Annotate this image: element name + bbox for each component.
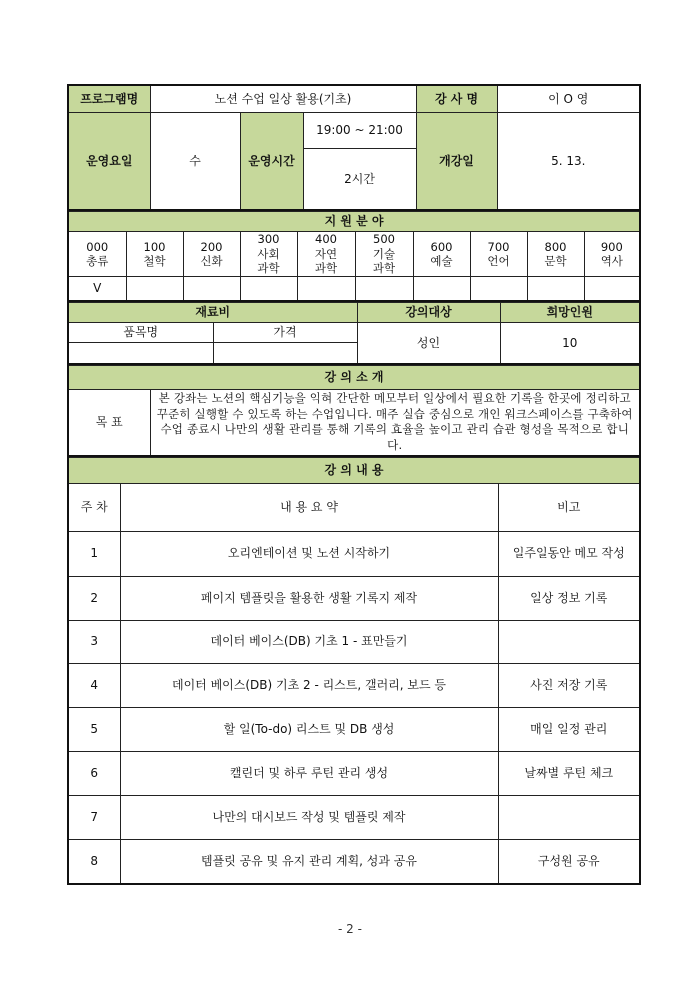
start-value: 5. 13. [497,112,640,210]
support-field-code: 900 [600,239,623,254]
instructor-value: 이 O 영 [497,85,640,112]
support-field-name: 신화 [200,254,223,268]
support-field-code: 100 [143,239,166,254]
support-field-300 [240,232,297,277]
row-note: 일상 정보 기록 [498,576,640,620]
support-field-code: 600 [430,239,453,254]
support-field-400 [297,232,355,277]
row-note: 구성원 공유 [498,839,640,884]
goal-label: 목 표 [68,390,150,456]
day-label: 운영요일 [68,112,150,210]
support-mark-cell: V [68,277,126,301]
table-row [68,663,640,707]
row-note: 매일 일정 관리 [498,707,640,751]
table-row [68,531,640,576]
row-summary: 페이지 템플릿을 활용한 생활 기록지 제작 [120,576,498,620]
row-week: 6 [68,751,120,795]
col-week-header: 주 차 [68,483,120,531]
support-mark-cell [240,277,297,301]
support-field-name: 문학 [544,254,567,268]
support-field-name: 자연 과학 [314,246,338,276]
support-field-000 [68,232,126,277]
support-field-code: 800 [544,239,567,254]
row-note: 사진 저장 기록 [498,663,640,707]
lecture-plan-form [67,84,639,885]
support-mark-cell [413,277,470,301]
support-field-name: 사회 과학 [257,246,280,276]
row-week: 5 [68,707,120,751]
row-summary: 데이터 베이스(DB) 기초 2 - 리스트, 갤러리, 보드 등 [120,663,498,707]
support-field-name: 역사 [600,254,623,268]
support-field-code: 200 [200,239,223,254]
table-row [68,576,640,620]
support-field-code: 300 [257,232,280,247]
materials-title: 재료비 [68,302,357,322]
table-row [68,795,640,839]
row-week: 3 [68,620,120,663]
support-field-900 [584,232,640,277]
row-week: 4 [68,663,120,707]
row-summary: 할 일(To-do) 리스트 및 DB 생성 [120,707,498,751]
support-field-100 [126,232,183,277]
row-week: 7 [68,795,120,839]
row-week: 2 [68,576,120,620]
col-note-header: 비고 [498,483,640,531]
time-label: 운영시간 [240,112,303,210]
support-mark-cell [183,277,240,301]
program-value: 노션 수업 일상 활용(기초) [150,85,416,112]
price-label: 가격 [213,322,357,342]
content-title: 강 의 내 용 [68,457,640,483]
row-note: 날짜별 루틴 체크 [498,751,640,795]
support-field-code: 400 [315,232,337,247]
support-mark-cell [584,277,640,301]
capacity-value: 10 [500,322,640,364]
row-week: 1 [68,531,120,576]
support-field-code: 700 [487,239,510,254]
time-range: 19:00 ~ 21:00 [303,112,416,148]
row-note [498,795,640,839]
support-table [67,211,641,302]
row-note [498,620,640,663]
intro-table [67,365,641,457]
goal-text: 본 강좌는 노션의 핵심기능을 익혀 간단한 메모부터 일상에서 필요한 기록을 한곳에 정리하고 꾸준히 실행할 수 있도록 하는 수업입니다. 매주 실습 중심으로 개인 워크스페이스를 구축하여 수업 종료시 나만의 생활 관리를 통해 기록의 효율을 높이고 관리 습관 형성을 목적으로 합니다. [150,390,640,456]
row-summary: 데이터 베이스(DB) 기초 1 - 표만들기 [120,620,498,663]
row-summary: 캘린더 및 하루 루틴 관리 생성 [120,751,498,795]
item-value [68,342,213,364]
row-summary: 템플릿 공유 및 유지 관리 계획, 성과 공유 [120,839,498,884]
page-number: - 2 - [338,922,362,936]
day-value: 수 [150,112,240,210]
price-value [213,342,357,364]
table-row [68,707,640,751]
capacity-label: 희망인원 [500,302,640,322]
intro-title: 강 의 소 개 [68,366,640,390]
support-mark-cell [355,277,413,301]
target-value: 성인 [357,322,500,364]
table-row [68,839,640,884]
support-field-name: 기술 과학 [372,246,396,276]
support-mark-row [68,277,640,301]
content-rows [68,531,640,884]
table-row [68,620,640,663]
support-mark-cell [297,277,355,301]
row-week: 8 [68,839,120,884]
materials-table [67,302,641,366]
row-summary: 오리엔테이션 및 노션 시작하기 [120,531,498,576]
item-label: 품목명 [68,322,213,342]
support-field-name: 예술 [430,254,453,268]
start-label: 개강일 [416,112,497,210]
row-summary: 나만의 대시보드 작성 및 템플릿 제작 [120,795,498,839]
support-mark-cell [527,277,584,301]
support-mark-cell [126,277,183,301]
row-note: 일주일동안 메모 작성 [498,531,640,576]
support-field-600 [413,232,470,277]
support-field-code: 000 [86,239,109,254]
program-label: 프로그램명 [68,85,150,112]
support-mark-cell [470,277,527,301]
support-field-200 [183,232,240,277]
support-field-row [68,232,640,277]
time-duration: 2시간 [303,148,416,210]
content-table [67,457,641,886]
support-field-name: 철학 [143,254,166,268]
header-table [67,84,641,211]
support-field-code: 500 [373,232,395,247]
support-field-name: 언어 [487,254,510,268]
support-field-500 [355,232,413,277]
support-title: 지 원 분 야 [68,212,640,232]
support-field-800 [527,232,584,277]
target-label: 강의대상 [357,302,500,322]
support-field-700 [470,232,527,277]
support-field-name: 총류 [86,254,109,268]
col-summary-header: 내 용 요 약 [120,483,498,531]
table-row [68,751,640,795]
instructor-label: 강 사 명 [416,85,497,112]
